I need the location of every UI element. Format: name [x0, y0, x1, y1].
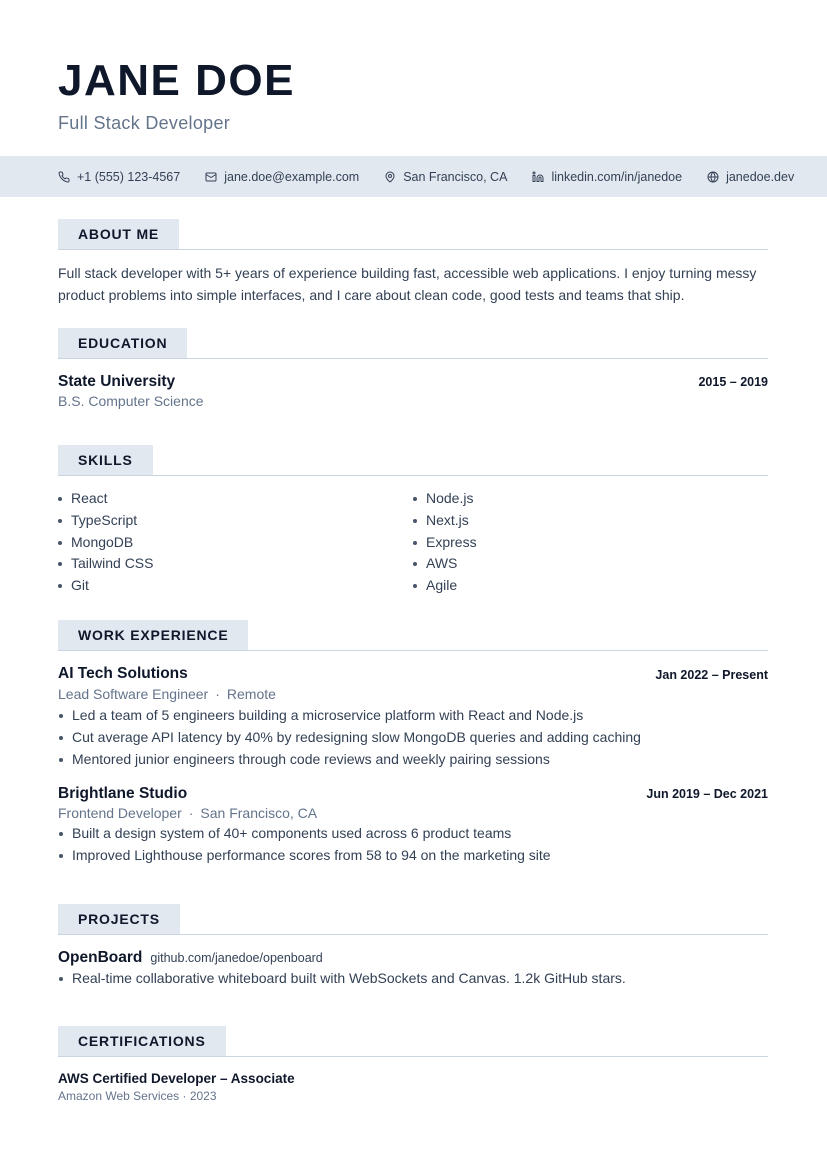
- experience-section-heading: [58, 620, 768, 651]
- linkedin-icon: [532, 171, 544, 183]
- job-bullets: [58, 823, 551, 867]
- section-divider: [58, 650, 768, 651]
- section-title: SKILLS: [58, 445, 153, 475]
- section-title: EDUCATION: [58, 328, 187, 358]
- linkedin-link[interactable]: linkedin.com/in/janedoe: [551, 169, 683, 184]
- section-divider: [58, 934, 768, 935]
- skill-item: Agile: [413, 575, 477, 597]
- list-item: Cut average API latency by 40% by redesigning slow MongoDB queries and adding caching: [58, 727, 641, 749]
- contact-location: [384, 170, 507, 184]
- project-bullets: [58, 968, 626, 990]
- about-text: Full stack developer with 5+ years of experience building fast, accessible web applications. I enjoy turning messy product problems into simple interfaces, and I care about clean code, good tests and teams that ship.: [58, 265, 757, 303]
- email-link[interactable]: jane.doe@example.com: [224, 169, 360, 184]
- project-header: [58, 949, 323, 967]
- projects-section-heading: [58, 904, 768, 935]
- job-dates: Jun 2019 – Dec 2021: [646, 787, 768, 801]
- about-section-heading: [58, 219, 768, 250]
- project-link[interactable]: github.com/janedoe/openboard: [150, 951, 323, 965]
- list-item: Mentored junior engineers through code reviews and weekly pairing sessions: [58, 749, 641, 771]
- skills-section-heading: [58, 445, 768, 476]
- skill-item: AWS: [413, 553, 477, 575]
- skill-item: Node.js: [413, 488, 477, 510]
- list-item: Led a team of 5 engineers building a microservice platform with React and Node.js: [58, 705, 641, 727]
- section-divider: [58, 249, 768, 250]
- phone-icon: [58, 171, 70, 183]
- skill-item: Tailwind CSS: [58, 553, 153, 575]
- skill-item: Git: [58, 575, 153, 597]
- contact-bar: [0, 156, 827, 197]
- skill-item: TypeScript: [58, 510, 153, 532]
- section-divider: [58, 475, 768, 476]
- skill-item: Next.js: [413, 510, 477, 532]
- list-item: Built a design system of 40+ components used across 6 product teams: [58, 823, 551, 845]
- contact-linkedin[interactable]: [532, 170, 682, 184]
- job-role-line: [58, 686, 276, 702]
- certification-title: AWS Certified Developer – Associate: [58, 1071, 295, 1086]
- phone-text: +1 (555) 123-4567: [77, 169, 181, 184]
- job-title: Full Stack Developer: [58, 113, 231, 133]
- contact-website[interactable]: [707, 170, 794, 184]
- skills-list-left: [58, 488, 153, 597]
- school-name: State University: [58, 373, 176, 390]
- section-title: ABOUT ME: [58, 219, 179, 249]
- section-divider: [58, 358, 768, 359]
- section-divider: [58, 1056, 768, 1057]
- skills-list-right: [413, 488, 477, 597]
- separator-dot: ·: [188, 805, 194, 821]
- mail-icon: [205, 171, 217, 183]
- skill-item: React: [58, 488, 153, 510]
- company-name: AI Tech Solutions: [58, 665, 188, 682]
- education-dates: 2015 – 2019: [698, 375, 768, 389]
- skill-item: MongoDB: [58, 532, 153, 554]
- education-section-heading: [58, 328, 768, 359]
- certification-issuer: Amazon Web Services · 2023: [58, 1089, 217, 1103]
- contact-email[interactable]: [205, 170, 359, 184]
- project-name: OpenBoard: [58, 949, 143, 966]
- contact-phone: [58, 170, 180, 184]
- section-title: WORK EXPERIENCE: [58, 620, 248, 650]
- section-title: CERTIFICATIONS: [58, 1026, 226, 1056]
- list-item: Real-time collaborative whiteboard built with WebSockets and Canvas. 1.2k GitHub stars.: [58, 968, 626, 990]
- job-role: Lead Software Engineer: [58, 686, 209, 702]
- job-dates: Jan 2022 – Present: [655, 668, 768, 682]
- job-location: Remote: [226, 686, 276, 702]
- certifications-section-heading: [58, 1026, 768, 1057]
- list-item: Improved Lighthouse performance scores from 58 to 94 on the marketing site: [58, 845, 551, 867]
- skill-item: Express: [413, 532, 477, 554]
- website-link[interactable]: janedoe.dev: [726, 169, 795, 184]
- job-role: Frontend Developer: [58, 805, 182, 821]
- job-role-line: [58, 805, 317, 821]
- globe-icon: [707, 171, 719, 183]
- job-location: San Francisco, CA: [200, 805, 318, 821]
- map-pin-icon: [384, 171, 396, 183]
- resume-name: JANE DOE: [58, 56, 295, 105]
- company-name: Brightlane Studio: [58, 785, 188, 802]
- degree: B.S. Computer Science: [58, 393, 204, 409]
- separator-dot: ·: [215, 686, 220, 702]
- location-text: San Francisco, CA: [403, 169, 508, 184]
- job-bullets: [58, 705, 641, 770]
- section-title: PROJECTS: [58, 904, 180, 934]
